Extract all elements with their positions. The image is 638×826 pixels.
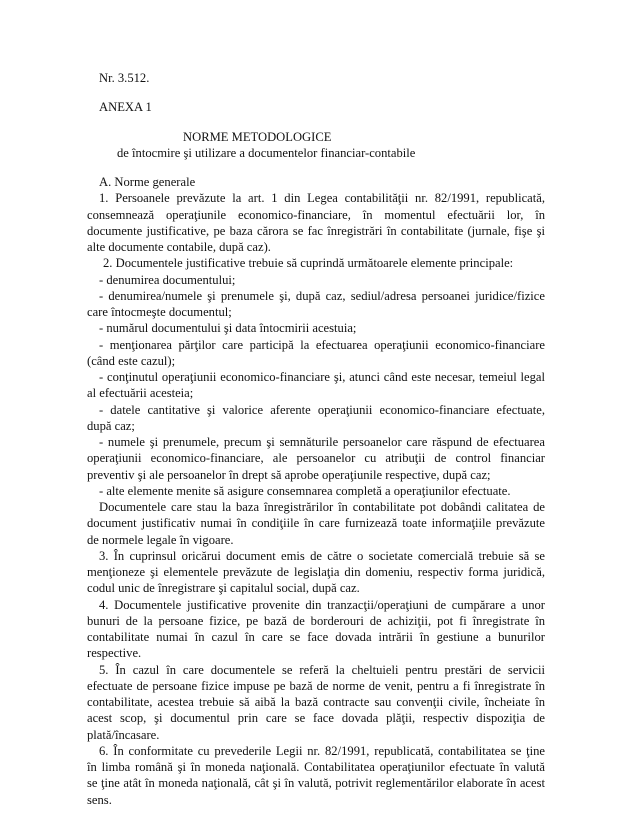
text-line: contabilitate numai în cazul în care se face dovada intrării în gestiune a bunurilor (87, 630, 545, 644)
text-line: bunuri de la persoane fizice, pe bază de borderouri de achiziţii, pot fi înregistrate în (87, 613, 545, 628)
text-line: - numele şi prenumele, precum şi semnăturile persoanelor care răspund de efectuarea (99, 435, 545, 449)
text-line: (când este cazul); (87, 353, 176, 368)
text-line: respective. (87, 646, 142, 661)
text-line: alte documente contabile, după caz). (87, 240, 271, 254)
text-line: 1. Persoanele prevăzute la art. 1 din Legea contabilităţii nr. 82/1991, republicată, (99, 191, 545, 206)
text-line: preventiv şi ale persoanelor în drept să aprobe operaţiunile respective, după caz; (87, 467, 491, 482)
text-line: menţioneze şi elementele prevăzute de legislaţia din domeniu, respectiv forma juridică, (87, 565, 545, 579)
document-number: Nr. 3.512. (99, 71, 150, 85)
text-line: plată/încasare. (87, 727, 160, 742)
text-line: efectuate de persoane fizice impuse pe bază de norme de venit, pentru a fi înregistrate în (87, 678, 545, 693)
text-line: - datele cantitative şi valorice aferente operaţiunii economico-financiare efectuate, (99, 402, 545, 417)
text-line: operaţiunii economico-financiare, ale persoanelor cu atribuţii de control financiar (87, 451, 545, 466)
annex-label: ANEXA 1 (99, 100, 152, 115)
text-line: 3. În cuprinsul oricărui document emis de către o societate comercială trebuie să se (99, 548, 545, 563)
text-line: - menţionarea părţilor care participă la efectuarea operaţiunii economico-financiare (99, 337, 545, 352)
text-line: consemnează operaţiunile economico-financiare, în momentul efectuării lor, în (87, 207, 545, 222)
text-line: documente justificative, pe baza cărora se fac înregistrări în contabilitate (jurnale, fişe şi (87, 223, 545, 238)
text-line: se ţine atât în moneda naţională, cât şi în valută, potrivit reglementărilor elaborate în acest (87, 776, 545, 791)
text-line: - numărul documentului şi data întocmirii acestuia; (99, 321, 357, 336)
text-line: - conţinutul operaţiunii economico-financiare şi, atunci când este necesar, temeiul legal (99, 370, 545, 384)
text-line: - alte elemente menite să asigure consemnarea completă a operaţiunilor efectuate. (99, 483, 511, 498)
document-body (87, 174, 545, 808)
text-line: codul unic de înregistrare şi capitalul social, după caz. (87, 581, 360, 596)
text-line: după caz; (87, 418, 135, 433)
text-line: document justificativ numai în condiţiile în care furnizează toate informaţiile prevăzute (87, 516, 545, 531)
text-line: 4. Documentele justificative provenite din tranzacţii/operaţiuni de cumpărare a unor (99, 597, 545, 612)
text-line: A. Norme generale (99, 175, 196, 189)
document-subtitle: de întocmire şi utilizare a documentelor financiar-contabile (117, 145, 416, 160)
text-line: care întocmeşte documentul; (87, 305, 232, 319)
document-page (87, 70, 545, 808)
document-title: NORME METODOLOGICE (183, 129, 332, 144)
text-line: 6. În conformitate cu prevederile Legii nr. 82/1991, republicată, contabilitatea se ţine (99, 743, 545, 758)
text-line: Documentele care stau la baza înregistrărilor în contabilitate pot dobândi calitatea de (99, 500, 545, 514)
text-line: - denumirea/numele şi prenumele şi, după caz, sediul/adresa persoanei juridice/fizice (99, 288, 545, 303)
text-line: contabilitate, acestea trebuie să aibă la bază contracte sau convenţii civile, încheiate în (87, 695, 545, 709)
text-line: 2. Documentele justificative trebuie să cuprindă următoarele elemente principale: (103, 256, 514, 271)
text-line: 5. În cazul în care documentele se referă la cheltuieli pentru prestări de servicii (99, 662, 545, 677)
text-line: de normele legale în vigoare. (87, 532, 234, 547)
text-line: al efectuării acesteia; (87, 386, 194, 401)
text-line: acest scop, şi documentul prin care se face dovada plăţii, respectiv dispoziţia de (87, 711, 545, 726)
text-line: - denumirea documentului; (99, 272, 236, 287)
text-line: sens. (87, 792, 112, 807)
text-line: în limba română şi în moneda naţională. Contabilitatea operaţiunilor efectuate în valută (87, 760, 545, 774)
